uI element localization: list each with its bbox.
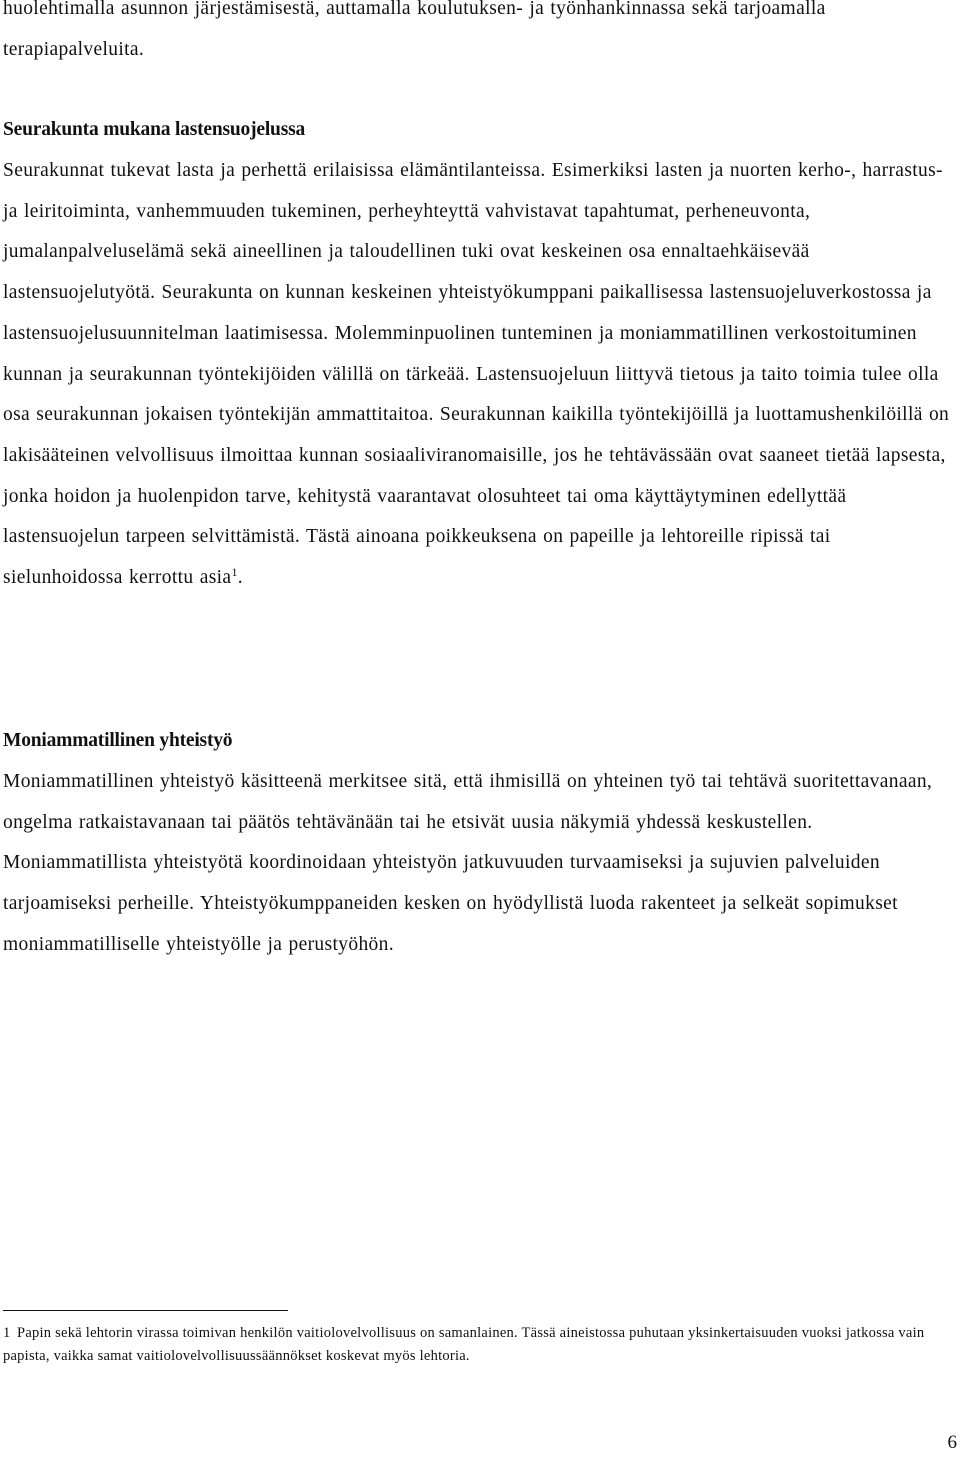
page-number: 6 <box>947 1432 957 1453</box>
section-body-multiprofessional: Moniammatillinen yhteistyö käsitteenä merkitsee sitä, että ihmisillä on yhteinen työ tai tehtävä suoritettavanaan, ongelma ratkaistavanaan tai päätös tehtävänään tai he etsivät uusia näkymiä yhdessä keskustellen. Moniammatillista yhteistyötä koordinoidaan yhteistyön jatkuvuuden turvaamiseksi ja sujuvien palveluiden tarjoamiseksi perheille. Yhteistyökumppaneiden kesken on hyödyllistä luoda rakenteet ja selkeät sopimukset moniammatilliselle yhteistyölle ja perustyöhön. <box>3 771 933 955</box>
section-body-church-end: . <box>237 567 244 589</box>
section-body-church <box>3 151 953 599</box>
footnote-text: Papin sekä lehtorin virassa toimivan henkilön vaitiolovelvollisuus on samanlainen. Tässä aineistossa puhutaan yksinkertaisuuden vuoksi jatkossa vain papista, vaikka samat vaitiolovelvollisuussäännökset koskevat myös lehtoria. <box>3 1325 925 1364</box>
footnote-reference: 1 <box>231 565 238 580</box>
footnote-mark: 1 <box>3 1325 11 1341</box>
section-heading-church: Seurakunta mukana lastensuojelussa <box>3 119 306 140</box>
section-body-church-text: Seurakunnat tukevat lasta ja perhettä erilaisissa elämäntilanteissa. Esimerkiksi lasten ja nuorten kerho-, harrastus- ja leiritoiminta, vanhemmuuden tukeminen, perheyhteyttä vahvistavat tapahtumat, perheneuvonta, jumalanpalveluselämä sekä aineellinen ja taloudellinen tuki ovat keskeinen osa ennaltaehkäisevää lastensuojelutyötä. Seurakunta on kunnan keskeinen yhteistyökumppani paikallisessa lastensuojeluverkostossa ja lastensuojelusuunnitelman laatimisessa. Molemminpuolinen tunteminen ja moniammatillinen verkostoituminen kunnan ja seurakunnan työntekijöiden välillä on tärkeää. Lastensuojeluun liittyvä tietous ja taito toimia tulee olla osa seurakunnan jokaisen työntekijän ammattitaitoa. Seurakunnan kaikilla työntekijöillä ja luottamushenkilöillä on lakisääteinen velvollisuus ilmoittaa kunnan sosiaaliviranomaisille, jos he tehtävässään ovat saaneet tietää lapsesta, jonka hoidon ja huolenpidon tarve, kehitystä vaarantavat olosuhteet tai oma käyttäytyminen edellyttää lastensuojelun tarpeen selvittämistä. Tästä ainoana poikkeuksena on papeille ja lehtoreille ripissä tai sielunhoidossa kerrottu asia <box>3 160 950 589</box>
footnote <box>3 1322 953 1368</box>
intro-paragraph: huolehtimalla asunnon järjestämisestä, auttamalla koulutuksen- ja työnhankinnassa sekä tarjoamalla terapiapalveluita. <box>3 0 826 60</box>
section-heading-multiprofessional: Moniammatillinen yhteistyö <box>3 730 233 751</box>
footnote-separator <box>3 1310 288 1311</box>
